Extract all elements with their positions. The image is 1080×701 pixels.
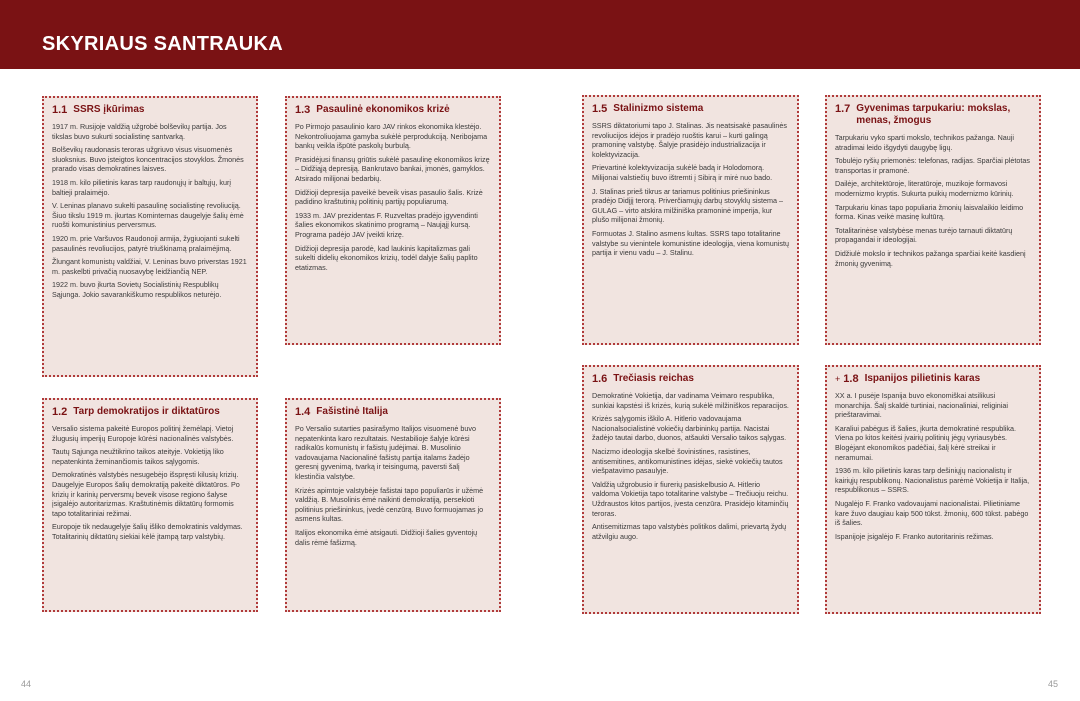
paragraph: Karaliui pabėgus iš šalies, įkurta demokratinė respublika. Viena po kitos keitėsi įvairių politinių jėgų vyriausybės. Blogėjant ekonomikos padėčiai, šalį kėrė streikai ir neramumai. xyxy=(835,423,1016,462)
section-title: Trečiasis reichas xyxy=(613,373,694,384)
summary-box-1-3 xyxy=(285,96,501,345)
summary-box-1-5 xyxy=(582,95,799,345)
box-heading xyxy=(835,373,1031,385)
summary-box-1-1 xyxy=(42,96,258,377)
section-title: Fašistinė Italija xyxy=(316,406,388,417)
section-number: 1.8 xyxy=(843,373,859,385)
paragraph: Antisemitizmas tapo valstybės politikos dalimi, prievartą žydų atžvilgiu augo. xyxy=(592,522,787,541)
paragraph: 1918 m. kilo pilietinis karas tarp raudonųjų ir baltųjų, kurį baltieji pralaimėjo. xyxy=(52,177,231,197)
paragraph: Nugalėjo F. Franko vadovaujami nacionalistai. Pilietiniame kare žuvo daugiau kaip 500 tūkst. žmonių, 600 tūkst. pabėgo iš šalies. xyxy=(835,498,1029,528)
paragraph: V. Leninas planavo sukelti pasaulinę socialistinę revoliuciją. Šiuo tikslu 1919 m. įkurtas Kominternas daugelyje šalių ėmė ruošti komunistinius perversmus. xyxy=(52,201,244,230)
section-title: Pasaulinė ekonomikos krizė xyxy=(316,104,450,115)
paragraph: Krizės apimtoje valstybėje fašistai tapo populiarūs ir užėmė valdžią. B. Musolinis ėmė naikinti demokratiją, persekioti politinius priešininkus, įvedė cenzūrą. Buvo formuojamas jo asmens kultas. xyxy=(295,485,484,524)
box-heading xyxy=(52,406,248,418)
section-number: 1.2 xyxy=(52,406,68,418)
paragraph: Didžioji depresija parodė, kad laukinis kapitalizmas gali sukelti didelių ekonomikos krizių, todėl dalyje šalių paplito etatizmas. xyxy=(295,243,478,272)
paragraph: Europoje tik nedaugelyje šalių išliko demokratinis valdymas. Totalitarinių diktatūrų siekiai kėlė įtampą tarp valstybių. xyxy=(52,522,243,541)
paragraph: Totalitarinėse valstybėse menas turėjo tarnauti diktatūrų propagandai ir ideologijai. xyxy=(835,225,1013,245)
summary-box-1-4 xyxy=(285,398,501,612)
section-number: 1.4 xyxy=(295,406,311,418)
paragraph: Po Pirmojo pasaulinio karo JAV rinkos ekonomika klestėjo. Nekontroliuojama gamyba sukėlė perprodukciją. Neribojama bankų veikla išpūtė paskolų burbulą. xyxy=(295,122,488,151)
section-number: 1.5 xyxy=(592,103,608,115)
summary-box-1-6 xyxy=(582,365,799,614)
paragraph: Didžioji depresija paveikė beveik visas pasaulio šalis. Krizė padidino kraštutinių politinių partijų populiarumą. xyxy=(295,187,483,207)
section-title: Stalinizmo sistema xyxy=(613,103,704,114)
paragraph: Krizės sąlygomis iškilo A. Hitlerio vadovaujama Nacionalsocialistinė vokiečių darbininkų partija. Nacistai žadėjo tautai darbo, duonos, atšaukti Versalio taikos sąlygas. xyxy=(592,414,787,443)
paragraph: SSRS diktatoriumi tapo J. Stalinas. Jis neatsisakė pasaulinės revoliucijos idėjos ir pradėjo ruoštis karui – kurti galingą pramoninę valstybę. Šalyje prasidėjo industrializacija ir kolektyvizacija. xyxy=(592,121,787,159)
section-title: Tarp demokratijos ir diktatūros xyxy=(73,406,220,417)
chapter-title: SKYRIAUS SANTRAUKA xyxy=(42,33,283,55)
paragraph: Ispanijoje įsigalėjo F. Franko autoritarinis režimas. xyxy=(835,531,994,541)
box-heading xyxy=(835,103,1031,127)
paragraph: Valdžią užgrobusio ir fiurerių pasiskelbusio A. Hitlerio valdoma Vokietija tapo totalitarine valstybe – Trečiuoju reichu. Uždraustos kitos partijos, įvesta cenzūra. Prasidėjo kitaminčių teroras. xyxy=(592,479,789,518)
plus-marker-icon: + xyxy=(835,374,841,384)
paragraph: Didžiulė mokslo ir technikos pažanga sparčiai keitė kasdienį žmonių gyvenimą. xyxy=(835,248,1026,268)
paragraph: 1933 m. JAV prezidentas F. Ruzveltas pradėjo įgyvendinti šalies ekonomikos skatinimo programą – Naująjį kursą. Programa padėjo JAV įveikti krizę. xyxy=(295,210,478,239)
section-number: 1.6 xyxy=(592,373,608,385)
paragraph: 1922 m. buvo įkurta Sovietų Socialistinių Respublikų Sąjunga. Jokio savarankiškumo respublikos neturėjo. xyxy=(52,280,222,299)
summary-box-1-2 xyxy=(42,398,258,612)
paragraph: Tobulėjo ryšių priemonės: telefonas, radijas. Sparčiai plėtotas transportas ir pramonė. xyxy=(835,156,1030,175)
box-heading xyxy=(592,103,789,115)
summary-box-1-8 xyxy=(825,365,1041,614)
box-heading xyxy=(295,104,491,116)
paragraph: Tarpukariu kinas tapo populiaria žmonių laisvalaikio leidimo forma. Kinas veikė masinę kultūrą. xyxy=(835,202,1024,222)
paragraph: Prievartinė kolektyvizacija sukėlė badą ir Holodomorą. Milijonai valstiečių buvo ištremti į Sibirą ir mirė nuo bado. xyxy=(592,163,773,182)
chapter-header xyxy=(0,0,1080,69)
paragraph: Žlungant komunistų valdžiai, V. Leninas buvo priverstas 1921 m. paskelbti privačią nuosavybę leidžiančią NEP. xyxy=(52,257,247,276)
section-number: 1.1 xyxy=(52,104,68,116)
section-title: Ispanijos pilietinis karas xyxy=(864,373,981,384)
box-heading xyxy=(52,104,248,116)
paragraph: XX a. I pusėje Ispanija buvo ekonomiškai atsilikusi monarchija. Šalį skaldė turtiniai, nacionaliniai, religiniai prieštaravimai. xyxy=(835,391,1008,420)
section-number: 1.3 xyxy=(295,104,311,116)
paragraph: J. Stalinas prieš tikrus ar tariamus politinius priešininkus pradėjo Didįjį terorą. Priverčiamųjų darbų stovyklų sistema – GULAG – virto atskira milžiniška pramoninė imperija, kur plušo milijonai žmonių. xyxy=(592,186,783,225)
paragraph: Po Versalio sutarties pasirašymo Italijos visuomenė buvo nepatenkinta karo rezultatais. Nestabilioje šalyje kūrėsi radikalūs komunistų ir fašistų judėjimai. B. Musolinio vadovaujama Nacionalinė fašistų partija italams žadėjo geresnį gyvenimą, tvarką ir teisingumą, paversti šalį klestinčia valstybe. xyxy=(295,424,476,481)
section-title: Gyvenimas tarpukariu: mokslas, menas, žmogus xyxy=(856,103,1011,126)
paragraph: Demokratinės valstybės nesugebėjo išspręsti kilusių krizių. Daugelyje Europos šalių demokratiją pakeitė diktatūros. Po krizių ir karinių perversmų beveik visose regiono šalyse įsigalėjo autoritarizmas. Kraštutinėmis diktatūrų formomis tapo totalitariniai režimai. xyxy=(52,470,240,518)
summary-box-1-7 xyxy=(825,95,1041,345)
box-heading xyxy=(295,406,491,418)
paragraph: Demokratinė Vokietija, dar vadinama Veimaro respublika, sunkiai kapstėsi iš krizės, kurią sukėlė milžiniškos reparacijos. xyxy=(592,391,789,410)
paragraph: Italijos ekonomika ėmė atsigauti. Didžioji šalies gyventojų dalis rėmė fašizmą. xyxy=(295,527,478,547)
paragraph: Prasidėjusi finansų griūtis sukėlė pasaulinę ekonomikos krizę – Didžiąją depresiją. Bankrutavo bankai, įmonės, gamyklos. Atsirado milijonai bedarbių. xyxy=(295,154,490,183)
section-number: 1.7 xyxy=(835,103,851,115)
page-number-left: 44 xyxy=(21,679,32,689)
paragraph: Tarpukariu vyko sparti mokslo, technikos pažanga. Nauji atradimai leido išgydyti daugybę ligų. xyxy=(835,133,1014,152)
paragraph: Bolševikų raudonasis teroras užgriuvo visus visuomenės sluoksnius. Buvo įsteigtos koncentracijos stovyklos. Žmonės prarado visas demokratines laisves. xyxy=(52,145,244,174)
paragraph: 1920 m. prie Varšuvos Raudonoji armija, žygiuojanti sukelti pasaulinės revoliucijos, patyrė triuškinamą pralaimėjimą. xyxy=(52,233,240,253)
paragraph: Dailėje, architektūroje, literatūroje, muzikoje formavosi modernizmo kryptis. Sukurta puikių modernizmo kūrinių. xyxy=(835,179,1014,198)
paragraph: 1917 m. Rusijoje valdžią užgrobė bolševikų partija. Jos tikslas buvo sukurti socialistinę santvarką. xyxy=(52,122,227,141)
paragraph: Nacizmo ideologija skelbė šovinistines, rasistines, antisemitines, antikomunistines idėjas, siekė vokiečių tautos viešpatavimo pasaulyje. xyxy=(592,446,783,476)
paragraph: 1936 m. kilo pilietinis karas tarp dešiniųjų nacionalistų ir kairiųjų respublikonų. Nacionalistus parėmė Vokietija ir Italija, respublikonus – SSRS. xyxy=(835,466,1030,495)
paragraph: Formuotas J. Stalino asmens kultas. SSRS tapo totalitarine valstybe su vienintele komunistine ideologija, viena komunistų partija ir vienu vadu – J. Stalinu. xyxy=(592,228,789,258)
paragraph: Tautų Sąjunga neužtikrino taikos ateityje. Vokietiją liko nepatenkinta žeminančiomis taikos sąlygomis. xyxy=(52,447,224,466)
box-heading xyxy=(592,373,789,385)
paragraph: Versalio sistema pakeitė Europos politinį žemėlapį. Vietoj žlugusių imperijų Europoje kūrėsi nacionalinės valstybės. xyxy=(52,424,234,443)
section-title: SSRS įkūrimas xyxy=(73,104,145,115)
page-number-right: 45 xyxy=(1048,679,1059,689)
